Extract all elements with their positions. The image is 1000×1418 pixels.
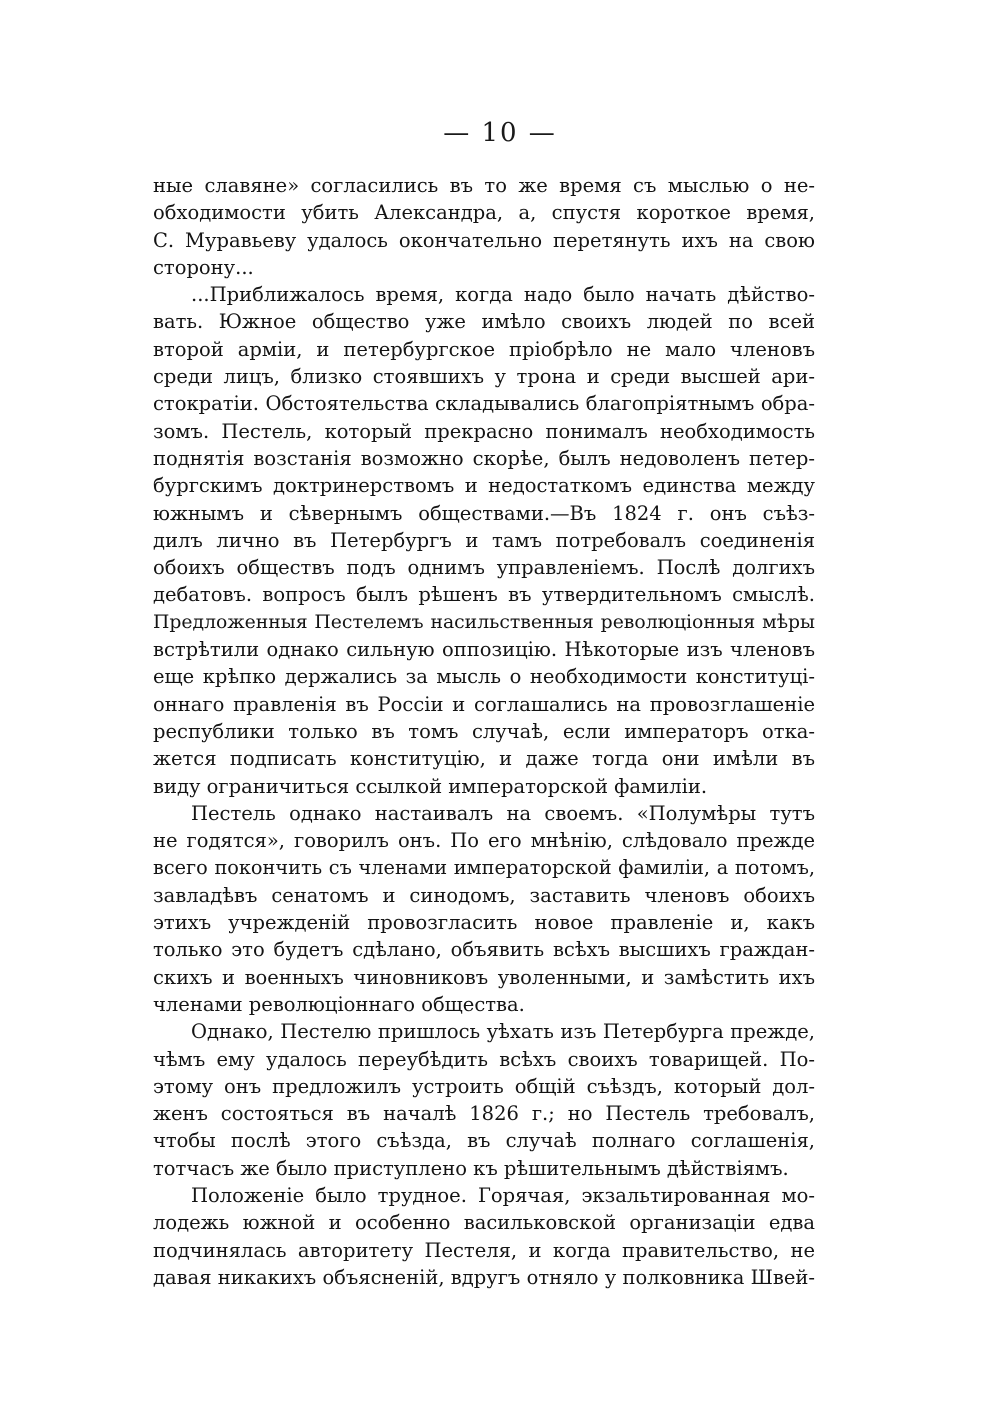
body-text — [153, 172, 815, 1291]
text-line: стократіи. Обстоятельства складывались благопріятнымъ обра- — [153, 392, 815, 416]
text-line: С. Муравьеву удалось окончательно перетянуть ихъ на свою — [153, 228, 815, 252]
text-line: Пестель однако настаивалъ на своемъ. «Полумѣры тутъ — [191, 801, 815, 825]
text-line: Однако, Пестелю пришлось уѣхать изъ Петербурга прежде, — [191, 1020, 815, 1044]
text-line: ...Приближалось время, когда надо было начать дѣйство- — [191, 283, 815, 307]
text-line: Положеніе было трудное. Горячая, экзальтированная мо- — [191, 1183, 815, 1207]
text-line: этому онъ предложилъ устроить общій съѣздъ, который дол- — [153, 1074, 815, 1098]
text-line: членами революціоннаго общества. — [153, 992, 525, 1016]
text-line: южнымъ и сѣвернымъ обществами.—Въ 1824 г. онъ съѣз- — [153, 501, 815, 525]
text-line: второй арміи, и петербургское пріобрѣло не мало членовъ — [153, 337, 815, 361]
text-line: дебатовъ. вопросъ былъ рѣшенъ въ утвердительномъ смыслѣ. — [153, 583, 815, 607]
text-line: чтобы послѣ этого съѣзда, въ случаѣ полнаго соглашенія, — [153, 1129, 815, 1153]
text-line: поднятія возстанія возможно скорѣе, былъ недоволенъ петер- — [153, 446, 815, 470]
text-line: тотчасъ же было приступлено къ рѣшительнымъ дѣйствіямъ. — [153, 1156, 789, 1180]
text-line: подчинялась авторитету Пестеля, и когда правительство, не — [153, 1238, 815, 1262]
text-line: оннаго правленія въ Россіи и соглашались на провозглашеніе — [153, 692, 815, 716]
text-line: среди лицъ, близко стоявшихъ у трона и среди высшей ари- — [153, 365, 815, 389]
text-line: давая никакихъ объясненій, вдругъ отняло у полковника Швей- — [153, 1265, 815, 1289]
text-line: еще крѣпко держались за мысль о необходимости конституці- — [153, 665, 815, 689]
text-line: ные славяне» согласились въ то же время съ мыслью о не- — [153, 174, 815, 197]
text-line: зомъ. Пестель, который прекрасно понималъ необходимость — [153, 419, 815, 443]
page-number: — 10 — — [443, 118, 557, 148]
text-line: обходимости убить Александра, а, спустя короткое время, — [153, 201, 815, 225]
text-line: сторону... — [153, 255, 254, 279]
text-line: виду ограничиться ссылкой императорской фамиліи. — [153, 774, 708, 798]
text-line: не годятся», говорилъ онъ. По его мнѣнію, слѣдовало прежде — [153, 829, 815, 853]
text-line: чѣмъ ему удалось переубѣдить всѣхъ своихъ товарищей. По- — [153, 1047, 815, 1071]
text-line: дилъ лично въ Петербургъ и тамъ потребовалъ соединенія — [153, 528, 815, 552]
text-line: встрѣтили однако сильную оппозицію. Нѣкоторые изъ членовъ — [153, 638, 815, 662]
text-line: вать. Южное общество уже имѣло своихъ людей по всей — [153, 310, 815, 334]
text-line: только это будетъ сдѣлано, объявить всѣхъ высшихъ граждан- — [153, 938, 815, 962]
text-line: бургскимъ доктринерствомъ и недостаткомъ единства между — [153, 474, 815, 498]
text-line: всего покончить съ членами императорской фамиліи, а потомъ, — [153, 856, 815, 880]
text-line: Предложенныя Пестелемъ насильственныя революціонныя мѣры — [153, 611, 815, 633]
text-line: завладѣвъ сенатомъ и синодомъ, заставить членовъ обоихъ — [153, 883, 815, 907]
text-line: республики только въ томъ случаѣ, если императоръ отка- — [153, 719, 815, 743]
text-line: этихъ учрежденій провозгласить новое правленіе и, какъ — [153, 911, 815, 935]
text-line: лодежь южной и особенно васильковской организаціи едва — [153, 1211, 815, 1235]
text-line: обоихъ обществъ подъ однимъ управленіемъ. Послѣ долгихъ — [153, 556, 815, 580]
text-line: скихъ и военныхъ чиновниковъ уволенными, и замѣстить ихъ — [153, 965, 815, 989]
text-line: женъ состояться въ началѣ 1826 г.; но Пестель требовалъ, — [153, 1102, 815, 1126]
text-line: жется подписать конституцію, и даже тогда они имѣли въ — [153, 747, 815, 771]
